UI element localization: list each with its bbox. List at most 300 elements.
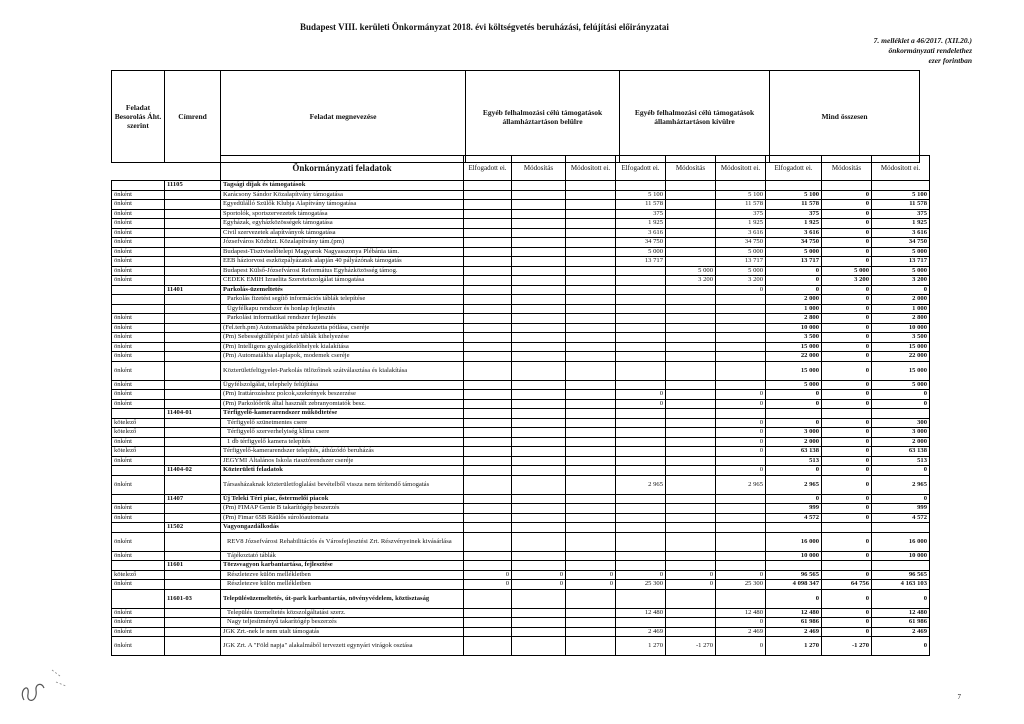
row-name: Parkolási informatikai rendszer fejlesztés [221, 314, 464, 324]
subheader-modositott-2: Módosított ei. [716, 156, 766, 181]
row-value-1 [512, 437, 566, 447]
table-row [112, 276, 930, 286]
row-value-2 [566, 314, 616, 324]
row-value-0 [464, 247, 512, 257]
row-value-0 [464, 200, 512, 210]
row-value-3 [616, 428, 666, 438]
row-value-1 [512, 190, 566, 200]
row-value-2 [566, 304, 616, 314]
row-value-2 [566, 618, 616, 628]
row-kind: önként [112, 228, 165, 238]
row-kind: önként [112, 637, 165, 656]
row-kind: kötelező [112, 447, 165, 457]
row-cimrend: 11601-03 [165, 589, 221, 608]
row-value-3: 0 [616, 390, 666, 400]
row-name: Egyházak, egyházközösségek támogatása [221, 219, 464, 229]
row-value-2 [566, 219, 616, 229]
row-value-1 [512, 209, 566, 219]
row-value-3 [616, 352, 666, 362]
row-value-1 [512, 295, 566, 305]
row-value-4 [666, 181, 716, 191]
row-value-6: 5 000 [766, 380, 822, 390]
row-cimrend [165, 570, 221, 580]
row-cimrend [165, 418, 221, 428]
row-value-3 [616, 589, 666, 608]
row-value-0 [464, 390, 512, 400]
row-value-2 [566, 257, 616, 267]
row-value-3 [616, 418, 666, 428]
row-value-4 [666, 532, 716, 551]
table-row [112, 475, 930, 494]
row-value-5: 5 000 [716, 266, 766, 276]
subheader-elfogadott-3: Elfogadott ei. [766, 156, 822, 181]
row-value-6: 3 500 [766, 333, 822, 343]
row-value-6: 13 717 [766, 257, 822, 267]
row-value-0 [464, 257, 512, 267]
row-value-1 [512, 200, 566, 210]
row-value-0 [464, 181, 512, 191]
row-value-5: 25 300 [716, 580, 766, 590]
row-value-2 [566, 428, 616, 438]
row-value-4 [666, 190, 716, 200]
row-kind: önként [112, 238, 165, 248]
row-value-1 [512, 418, 566, 428]
row-value-1 [512, 266, 566, 276]
row-value-6: 12 480 [766, 608, 822, 618]
row-value-5: 2 469 [716, 627, 766, 637]
row-cimrend [165, 238, 221, 248]
row-value-2 [566, 285, 616, 295]
row-value-5 [716, 352, 766, 362]
row-value-7: 0 [822, 323, 872, 333]
row-value-3 [616, 504, 666, 514]
table-row [112, 437, 930, 447]
row-value-5: 375 [716, 209, 766, 219]
table-row [112, 181, 930, 191]
row-cimrend [165, 456, 221, 466]
row-value-5 [716, 532, 766, 551]
row-value-3 [616, 561, 666, 571]
row-name: JGK Zrt. A "Föld napja" alakalmából tervezett egynyári virágok osztása [221, 637, 464, 656]
row-value-3 [616, 181, 666, 191]
row-value-3: 3 616 [616, 228, 666, 238]
row-value-3 [616, 285, 666, 295]
subheader-modositas-1: Módosítás [512, 156, 566, 181]
row-name: Tagsági díjak és támogatások [221, 181, 464, 191]
row-value-2 [566, 437, 616, 447]
row-value-8: 1 000 [872, 304, 930, 314]
row-value-4 [666, 342, 716, 352]
row-value-4 [666, 466, 716, 476]
row-value-0 [464, 238, 512, 248]
row-value-4 [666, 352, 716, 362]
row-name: (Fel.terh.pm) Automatákba pénzkazetta pótlása, cseréje [221, 323, 464, 333]
row-value-0 [464, 304, 512, 314]
row-value-4 [666, 589, 716, 608]
row-kind: önként [112, 323, 165, 333]
row-name: (Pm) Irattározáshoz polcok,szekrények beszerzése [221, 390, 464, 400]
row-cimrend [165, 361, 221, 380]
row-value-6: 0 [766, 589, 822, 608]
row-name: CEDEK EMIH Izraelita Szeretetszolgálat támogatása [221, 276, 464, 286]
row-value-7: 0 [822, 627, 872, 637]
row-value-2 [566, 409, 616, 419]
row-cimrend [165, 352, 221, 362]
row-kind: önként [112, 333, 165, 343]
row-value-6 [766, 561, 822, 571]
row-value-7: 0 [822, 352, 872, 362]
table-row [112, 561, 930, 571]
table-row [112, 238, 930, 248]
table-row [112, 304, 930, 314]
row-value-0 [464, 532, 512, 551]
row-value-2 [566, 551, 616, 561]
row-name: 1 db térfigyelő kamera telepítés [221, 437, 464, 447]
row-value-1 [512, 380, 566, 390]
row-cimrend [165, 209, 221, 219]
row-value-8: 0 [872, 637, 930, 656]
row-value-2 [566, 323, 616, 333]
row-value-0 [464, 342, 512, 352]
row-value-6: 96 565 [766, 570, 822, 580]
row-value-8: 0 [872, 390, 930, 400]
row-name: Térfigyelő-kamerarendszer működtetése [221, 409, 464, 419]
row-value-8: 3 000 [872, 428, 930, 438]
row-cimrend [165, 447, 221, 457]
row-value-6: 999 [766, 504, 822, 514]
row-value-6: 2 000 [766, 295, 822, 305]
row-value-0 [464, 627, 512, 637]
row-name: JEGYMI Általános Iskola riasztórendszer cseréje [221, 456, 464, 466]
row-value-7: 0 [822, 504, 872, 514]
row-value-4 [666, 418, 716, 428]
row-value-8: 513 [872, 456, 930, 466]
row-value-4 [666, 361, 716, 380]
row-value-7: 0 [822, 618, 872, 628]
row-value-6: 2 965 [766, 475, 822, 494]
row-value-8: 96 565 [872, 570, 930, 580]
row-value-5 [716, 589, 766, 608]
row-value-0 [464, 409, 512, 419]
row-value-6: 15 000 [766, 342, 822, 352]
table-row [112, 580, 930, 590]
row-cimrend: 11404-01 [165, 409, 221, 419]
table-row [112, 380, 930, 390]
row-value-4 [666, 257, 716, 267]
row-value-7: 0 [822, 219, 872, 229]
row-value-4 [666, 551, 716, 561]
row-value-8 [872, 523, 930, 533]
row-value-5: 2 965 [716, 475, 766, 494]
row-value-4 [666, 437, 716, 447]
row-value-3 [616, 295, 666, 305]
row-cimrend [165, 504, 221, 514]
row-name: Parkolás-üzemeltetés [221, 285, 464, 295]
row-cimrend: 11105 [165, 181, 221, 191]
row-value-7: 0 [822, 295, 872, 305]
row-cimrend [165, 219, 221, 229]
row-value-0 [464, 209, 512, 219]
row-kind [112, 589, 165, 608]
row-value-4: -1 270 [666, 637, 716, 656]
row-value-7 [822, 523, 872, 533]
row-kind: önként [112, 219, 165, 229]
row-value-0 [464, 352, 512, 362]
row-cimrend [165, 228, 221, 238]
row-kind: önként [112, 437, 165, 447]
row-value-2 [566, 532, 616, 551]
row-value-7: 0 [822, 437, 872, 447]
row-value-5: 3 200 [716, 276, 766, 286]
row-value-2 [566, 447, 616, 457]
row-value-8: 13 717 [872, 257, 930, 267]
table-row [112, 219, 930, 229]
annex-line-2: önkormányzati rendelethez [888, 46, 972, 55]
row-value-6: 1 925 [766, 219, 822, 229]
row-value-8: 375 [872, 209, 930, 219]
row-value-4: 3 200 [666, 276, 716, 286]
row-value-7: -1 270 [822, 637, 872, 656]
row-value-7 [822, 409, 872, 419]
row-value-6: 15 000 [766, 361, 822, 380]
row-value-8: 0 [872, 494, 930, 504]
row-kind: kötelező [112, 428, 165, 438]
row-kind [112, 561, 165, 571]
row-value-6: 34 750 [766, 238, 822, 248]
row-value-4 [666, 390, 716, 400]
row-value-7: 0 [822, 399, 872, 409]
row-kind [112, 304, 165, 314]
table-row [112, 247, 930, 257]
row-value-6 [766, 409, 822, 419]
row-value-3 [616, 466, 666, 476]
row-value-0 [464, 219, 512, 229]
row-value-8: 300 [872, 418, 930, 428]
row-value-7: 64 756 [822, 580, 872, 590]
row-value-3 [616, 494, 666, 504]
row-value-6: 4 572 [766, 513, 822, 523]
row-value-6: 0 [766, 466, 822, 476]
row-kind: önként [112, 361, 165, 380]
row-value-3: 2 965 [616, 475, 666, 494]
row-value-7: 0 [822, 513, 872, 523]
row-value-8: 0 [872, 285, 930, 295]
row-value-8: 999 [872, 504, 930, 514]
row-kind: önként [112, 380, 165, 390]
table-header [111, 70, 920, 163]
row-value-1: 0 [512, 580, 566, 590]
table-row [112, 295, 930, 305]
table-row [112, 608, 930, 618]
table-row [112, 285, 930, 295]
row-value-5: 0 [716, 437, 766, 447]
row-value-3: 1 925 [616, 219, 666, 229]
row-value-1 [512, 409, 566, 419]
row-value-5 [716, 361, 766, 380]
annex-reference [874, 36, 972, 66]
row-value-4 [666, 513, 716, 523]
row-value-4 [666, 627, 716, 637]
table-row [112, 409, 930, 419]
row-name: (Pm) Fimar 65B Ráülős súrolóautomata [221, 513, 464, 523]
row-value-4 [666, 285, 716, 295]
row-value-8: 10 000 [872, 323, 930, 333]
row-value-3 [616, 333, 666, 343]
row-value-3 [616, 361, 666, 380]
table-row [112, 333, 930, 343]
row-value-1 [512, 257, 566, 267]
row-cimrend [165, 304, 221, 314]
row-value-1 [512, 314, 566, 324]
row-value-7 [822, 181, 872, 191]
row-value-2 [566, 589, 616, 608]
row-value-4: 0 [666, 580, 716, 590]
row-name: Civil szervezetek alapítványok támogatása [221, 228, 464, 238]
row-value-3: 13 717 [616, 257, 666, 267]
row-value-5 [716, 504, 766, 514]
row-value-1 [512, 285, 566, 295]
row-value-4 [666, 399, 716, 409]
row-value-0 [464, 551, 512, 561]
row-value-7: 0 [822, 257, 872, 267]
row-value-1 [512, 551, 566, 561]
row-value-0 [464, 361, 512, 380]
row-name: Ügyfélszolgálat, telephely felújítása [221, 380, 464, 390]
row-value-1 [512, 323, 566, 333]
row-value-0 [464, 437, 512, 447]
row-cimrend [165, 627, 221, 637]
row-value-3 [616, 314, 666, 324]
row-value-8 [872, 409, 930, 419]
row-value-1 [512, 228, 566, 238]
row-value-7: 0 [822, 551, 872, 561]
row-value-6: 2 469 [766, 627, 822, 637]
row-value-3: 25 300 [616, 580, 666, 590]
row-value-8: 10 000 [872, 551, 930, 561]
row-value-5: 0 [716, 637, 766, 656]
row-kind: önként [112, 190, 165, 200]
row-value-7: 0 [822, 200, 872, 210]
row-value-5 [716, 494, 766, 504]
row-name: (Pm) Sebességtúllépést jelző táblák kihelyezése [221, 333, 464, 343]
row-value-5 [716, 342, 766, 352]
row-kind: önként [112, 608, 165, 618]
row-value-2 [566, 399, 616, 409]
row-value-0 [464, 475, 512, 494]
row-value-0 [464, 285, 512, 295]
row-cimrend [165, 513, 221, 523]
table-row [112, 504, 930, 514]
row-value-1 [512, 589, 566, 608]
row-value-1: 0 [512, 570, 566, 580]
row-kind: önként [112, 551, 165, 561]
row-value-6: 11 578 [766, 200, 822, 210]
row-value-4 [666, 209, 716, 219]
table-row [112, 551, 930, 561]
row-value-0 [464, 276, 512, 286]
row-value-1 [512, 447, 566, 457]
row-cimrend: 11404-02 [165, 466, 221, 476]
row-value-5 [716, 409, 766, 419]
row-name: Parkolás fizetést segítő információs táblák telepítése [221, 295, 464, 305]
row-name: Társasházaknak közterületfoglalási bevételből vissza nem térítendő támogatás [221, 475, 464, 494]
row-value-6: 5 100 [766, 190, 822, 200]
row-name: (Pm) FIMAP Genie B takarítógép beszerzés [221, 504, 464, 514]
row-value-5 [716, 523, 766, 533]
row-cimrend [165, 190, 221, 200]
row-value-1 [512, 181, 566, 191]
header-belul: Egyéb felhalmozási célú támogatások államháztartáson belülre [466, 71, 620, 162]
table-row [112, 532, 930, 551]
row-value-3 [616, 447, 666, 457]
row-value-8: 15 000 [872, 361, 930, 380]
row-value-8 [872, 561, 930, 571]
row-value-1 [512, 618, 566, 628]
row-name: Tájékoztató táblák [221, 551, 464, 561]
row-value-1 [512, 637, 566, 656]
row-value-8: 2 000 [872, 437, 930, 447]
row-value-3: 5 000 [616, 247, 666, 257]
table-row [112, 513, 930, 523]
row-value-4 [666, 428, 716, 438]
subheader-modositott-3: Módosított ei. [872, 156, 930, 181]
row-value-1 [512, 428, 566, 438]
table-row [112, 428, 930, 438]
row-value-7: 0 [822, 494, 872, 504]
row-value-1 [512, 333, 566, 343]
row-name: Közterületi feladatok [221, 466, 464, 476]
row-value-1 [512, 352, 566, 362]
row-kind: önként [112, 532, 165, 551]
row-kind [112, 466, 165, 476]
row-name: Közterületfelügyelet-Parkolás ötlözőinek szátválasztása és kialakítása [221, 361, 464, 380]
row-value-8: 2 800 [872, 314, 930, 324]
row-value-4 [666, 409, 716, 419]
row-value-1 [512, 219, 566, 229]
table-row [112, 637, 930, 656]
row-value-5: 12 480 [716, 608, 766, 618]
row-value-0 [464, 608, 512, 618]
row-value-0 [464, 504, 512, 514]
handwritten-mark-icon [16, 660, 76, 710]
row-value-0 [464, 637, 512, 656]
row-value-2 [566, 608, 616, 618]
row-value-4 [666, 333, 716, 343]
row-value-2 [566, 561, 616, 571]
budget-table [111, 155, 930, 656]
row-value-2 [566, 456, 616, 466]
row-value-5: 0 [716, 447, 766, 457]
row-value-2: 0 [566, 580, 616, 590]
row-value-3 [616, 437, 666, 447]
row-value-7: 0 [822, 314, 872, 324]
row-value-7: 5 000 [822, 266, 872, 276]
row-name: Egyedülálló Szülők Klubja Alapítvány támogatása [221, 200, 464, 210]
header-mind: Mind összesen [821, 112, 868, 121]
row-value-6: 0 [766, 266, 822, 276]
row-value-2 [566, 333, 616, 343]
row-value-5 [716, 323, 766, 333]
row-value-3: 0 [616, 399, 666, 409]
header-megnevezes: Feladat megnevezése [221, 71, 466, 162]
row-value-1 [512, 608, 566, 618]
row-cimrend [165, 295, 221, 305]
row-value-5 [716, 333, 766, 343]
row-value-8: 5 000 [872, 247, 930, 257]
row-value-7: 0 [822, 570, 872, 580]
row-value-4 [666, 456, 716, 466]
row-value-2 [566, 494, 616, 504]
